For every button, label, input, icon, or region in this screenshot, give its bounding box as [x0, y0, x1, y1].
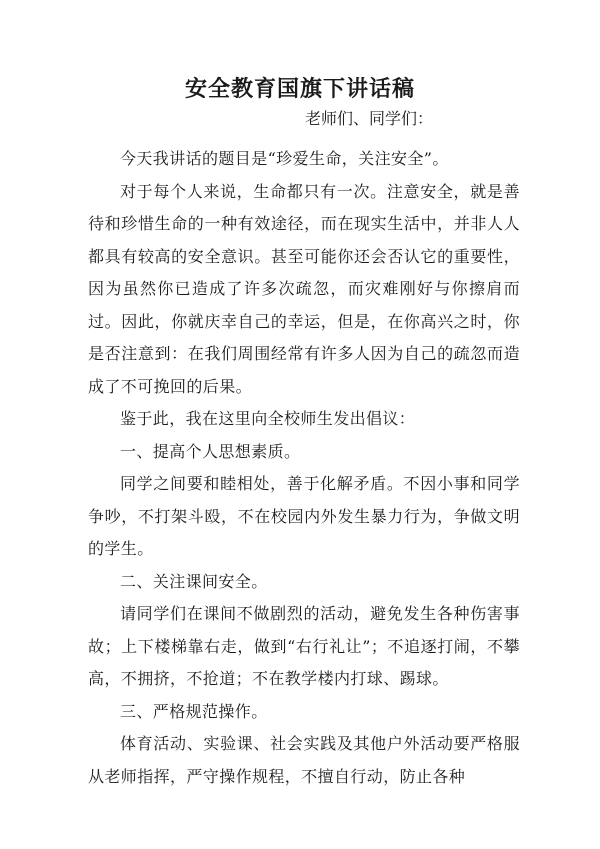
- paragraph-topic: 今天我讲话的题目是“珍爱生命，关注安全”。: [120, 149, 449, 168]
- salutation: 老师们、同学们：: [305, 109, 434, 128]
- document-body: [88, 143, 520, 793]
- paragraph-section-1: 同学之间要和睦相处，善于化解矛盾。不因小事和同学争吵，不打架斗殴，不在校园内外发生暴力行为，争做文明的学生。: [88, 474, 520, 558]
- paragraph-section-2: 请同学们在课间不做剧烈的活动，避免发生各种伤害事故；上下楼梯靠右走，做到“右行礼让”；不追逐打闹，不攀高，不拥挤，不抢道；不在教学楼内打球、踢球。: [88, 604, 520, 688]
- section-heading-3: 三、严格规范操作。: [120, 701, 268, 721]
- document-title: 安全教育国旗下讲话稿: [184, 76, 415, 102]
- paragraph-proposal: 鉴于此，我在这里向全校师生发出倡议：: [120, 409, 416, 428]
- paragraph-section-3: 体育活动、实验课、社会实践及其他户外活动要严格服从老师指挥，严守操作规程，不擅自行动，防止各种: [88, 734, 520, 786]
- paragraph-intro: 对于每个人来说，生命都只有一次。注意安全，就是善待和珍惜生命的一种有效途径，而在现实生活中，并非人人都具有较高的安全意识。甚至可能你还会否认它的重要性，因为虽然你已造成了许多次疏忽，而灾难刚好与你擦肩而过。因此，你就庆幸自己的幸运，但是，在你高兴之时，你是否注意到：在我们周围经常有许多人因为自己的疏忽而造成了不可挽回的后果。: [88, 181, 520, 396]
- section-heading-2: 二、关注课间安全。: [120, 571, 268, 591]
- section-heading-1: 一、提高个人思想素质。: [120, 441, 301, 461]
